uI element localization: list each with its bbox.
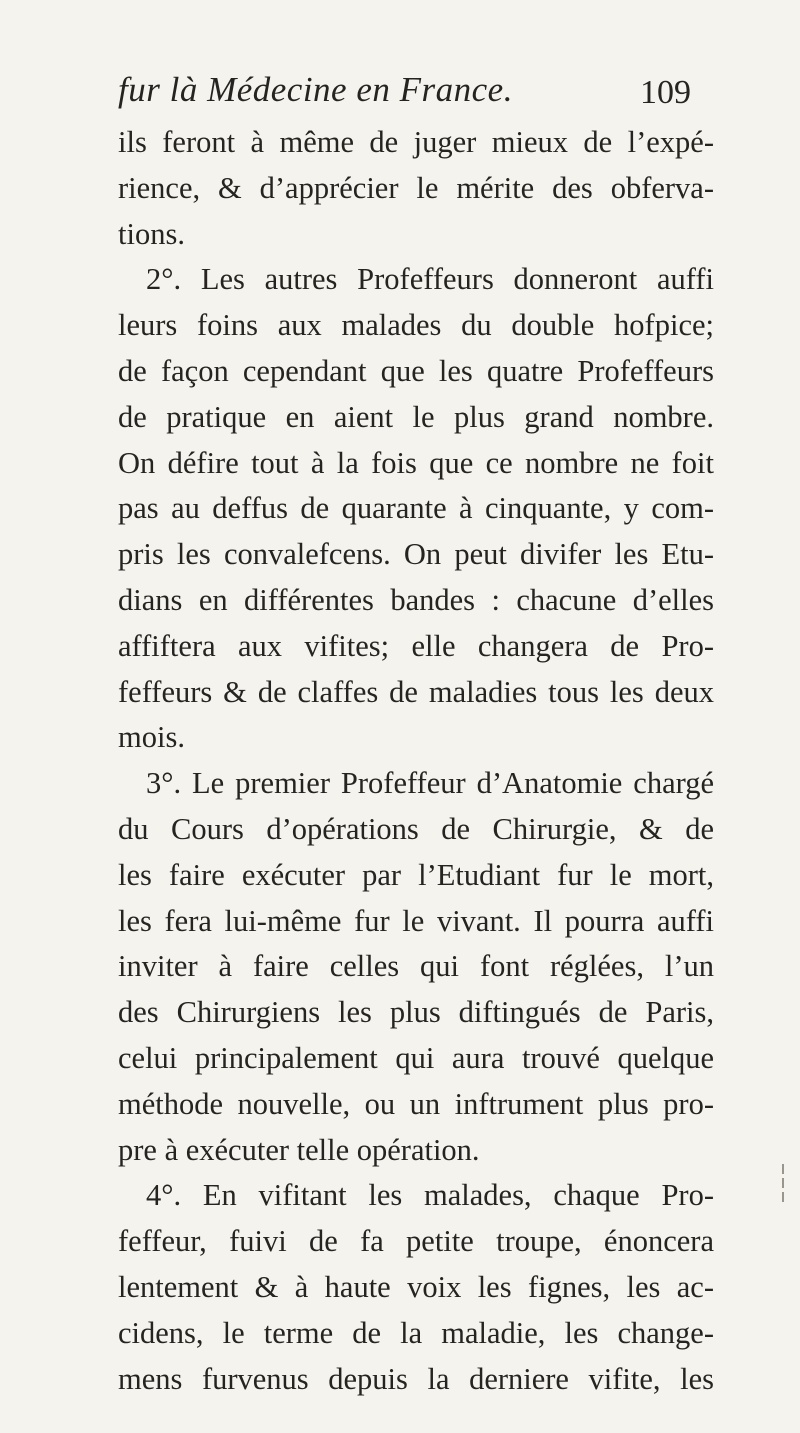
text-line: celui principalement qui aura trouvé quelque (118, 1040, 714, 1075)
text-line: rience, & d’apprécier le mérite des obferva- (118, 170, 714, 205)
text-line: mois. (118, 720, 185, 755)
text-line: pre à exécuter telle opération. (118, 1132, 480, 1167)
text-line: pris les convalefcens. On peut divifer les Etu- (118, 537, 714, 572)
text-line: des Chirurgiens les plus diftingués de Paris, (118, 995, 714, 1030)
text-line: ils feront à même de juger mieux de l’expé- (118, 125, 714, 159)
text-line: méthode nouvelle, ou un inftrument plus pro- (118, 1086, 714, 1121)
text-line: les fera lui-même fur le vivant. Il pourra auffi (118, 903, 714, 938)
text-line: cidens, le terme de la maladie, les change- (118, 1315, 714, 1350)
running-title: fur là Médecine en France. (118, 70, 513, 109)
text-line: de pratique en aient le plus grand nombre. (118, 399, 714, 434)
text-line: de façon cependant que les quatre Profeffeurs (118, 353, 714, 388)
body-text (118, 120, 714, 1402)
text-line: tions. (118, 216, 185, 251)
text-line: 2°. Les autres Profeffeurs donneront auffi (146, 262, 714, 297)
text-line: les faire exécuter par l’Etudiant fur le mort, (118, 857, 714, 892)
page-edge-specks (776, 1160, 796, 1230)
edge-speck (782, 1192, 784, 1202)
text-line: lentement & à haute voix les fignes, les ac- (118, 1269, 714, 1304)
text-line: feffeurs & de claffes de maladies tous les deux (118, 674, 714, 709)
text-line: feffeur, fuivi de fa petite troupe, énoncera (118, 1224, 714, 1259)
edge-speck (782, 1178, 784, 1188)
text-line: pas au deffus de quarante à cinquante, y com- (118, 491, 714, 526)
text-line: leurs foins aux malades du double hofpice; (118, 308, 714, 343)
text-line: affiftera aux vifites; elle changera de Pro- (118, 628, 714, 663)
text-line: 3°. Le premier Profeffeur d’Anatomie chargé (146, 766, 714, 801)
text-line: dians en différentes bandes : chacune d’elles (118, 582, 714, 617)
text-line: mens furvenus depuis la derniere vifite, les (118, 1361, 714, 1396)
text-line: du Cours d’opérations de Chirurgie, & de (118, 811, 714, 846)
text-line: On défire tout à la fois que ce nombre ne foit (118, 445, 714, 480)
edge-speck (782, 1164, 784, 1174)
text-line: 4°. En vifitant les malades, chaque Pro- (146, 1178, 714, 1213)
text-line: inviter à faire celles qui font réglées, l’un (118, 949, 714, 984)
page-number: 109 (640, 74, 691, 111)
